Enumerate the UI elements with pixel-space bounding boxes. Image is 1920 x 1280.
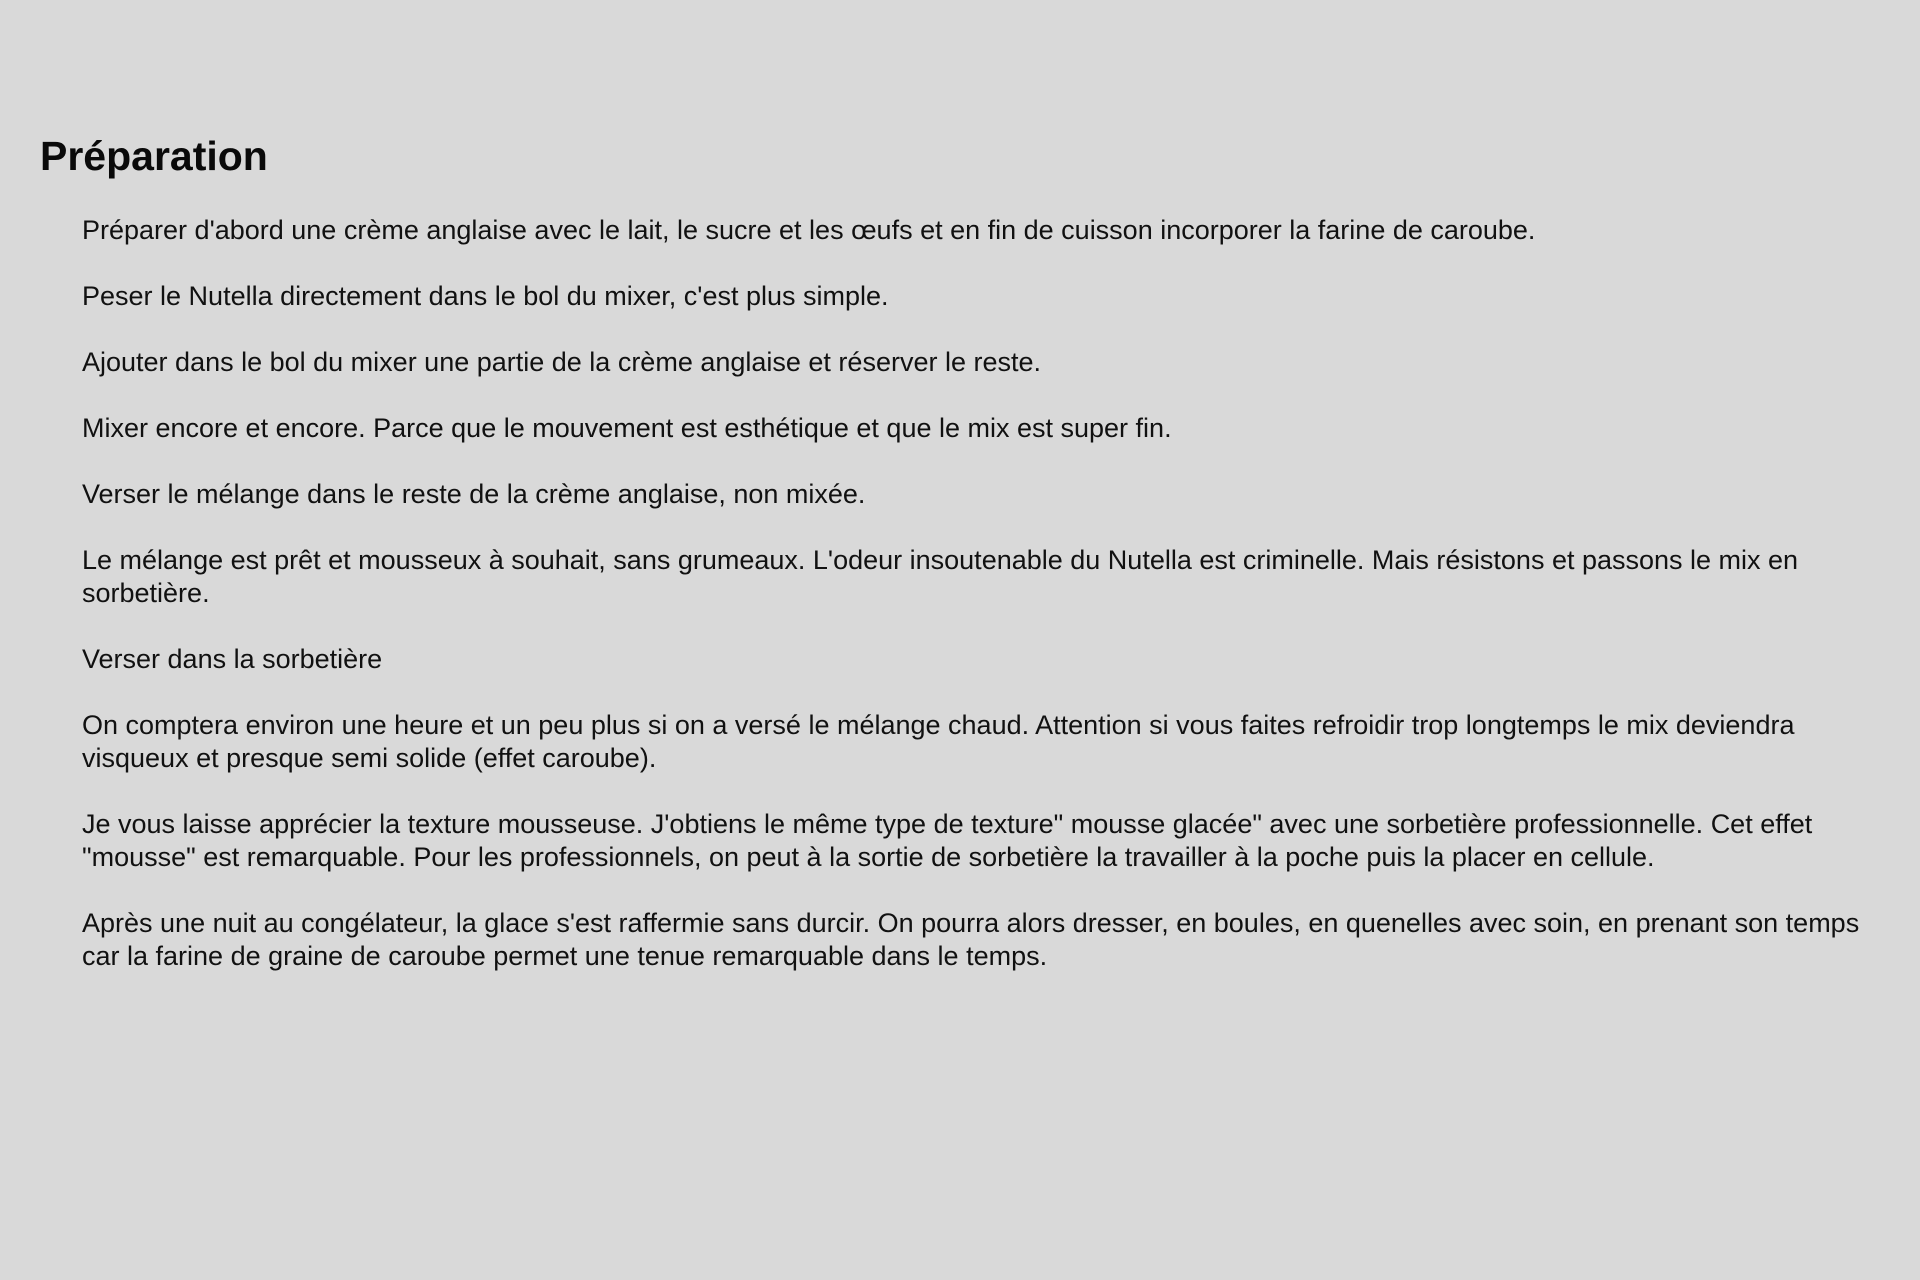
step-10: Après une nuit au congélateur, la glace s'est raffermie sans durcir. On pourra alors dresser, en boules, en quenelles avec soin, en prenant son temps car la farine de graine de caroube permet une tenue remarquable dans le temps. — [82, 908, 1860, 971]
step-8: On comptera environ une heure et un peu plus si on a versé le mélange chaud. Attention si vous faites refroidir trop longtemps le mix deviendra visqueux et presque semi solide (effet caroube). — [82, 710, 1795, 773]
section-title: Préparation — [40, 133, 268, 179]
step-1: Préparer d'abord une crème anglaise avec le lait, le sucre et les œufs et en fin de cuisson incorporer la farine de caroube. — [82, 215, 1536, 245]
step-3: Ajouter dans le bol du mixer une partie de la crème anglaise et réserver le reste. — [82, 347, 1042, 377]
step-6: Le mélange est prêt et mousseux à souhait, sans grumeaux. L'odeur insoutenable du Nutella est criminelle. Mais résistons et passons le mix en sorbetière. — [82, 545, 1799, 608]
step-4: Mixer encore et encore. Parce que le mouvement est esthétique et que le mix est super fin. — [82, 413, 1172, 443]
step-7: Verser dans la sorbetière — [82, 644, 383, 674]
step-5: Verser le mélange dans le reste de la crème anglaise, non mixée. — [82, 479, 866, 509]
step-9: Je vous laisse apprécier la texture mousseuse. J'obtiens le même type de texture" mousse glacée" avec une sorbetière professionnelle. Cet effet "mousse" est remarquable. Pour les professionnels, on peut à la sortie de sorbetière la travailler à la poche puis la placer en cellule. — [82, 809, 1813, 872]
preparation-steps — [82, 214, 1872, 1006]
step-2: Peser le Nutella directement dans le bol du mixer, c'est plus simple. — [82, 281, 889, 311]
